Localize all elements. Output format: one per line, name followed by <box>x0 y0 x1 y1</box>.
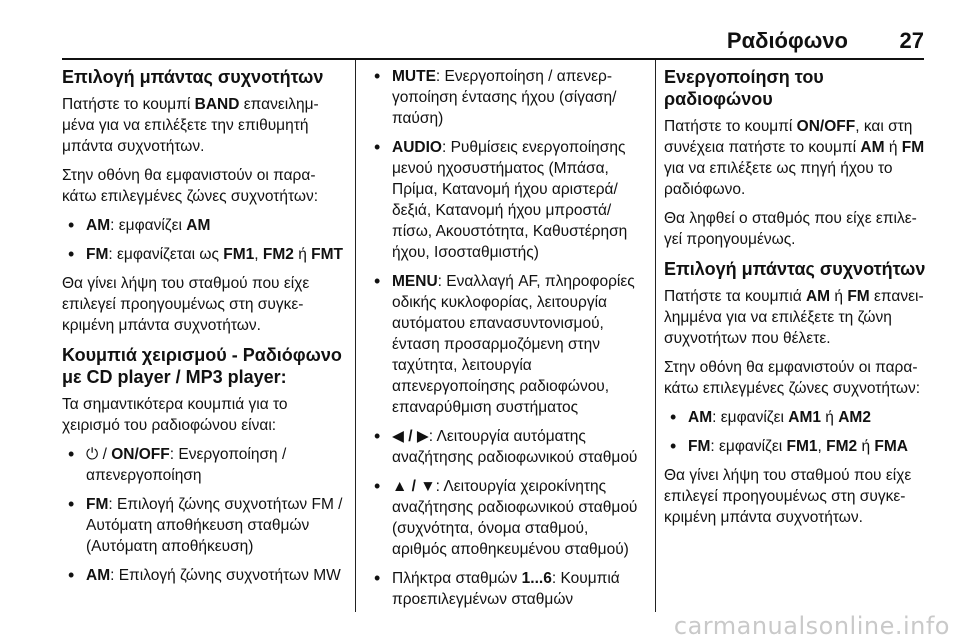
band-name: FM2 <box>826 438 858 455</box>
text: / <box>98 446 112 463</box>
text: : Ενεργοποίηση / απενεργοποίηση <box>86 446 287 484</box>
button-name: ON/OFF <box>796 118 856 135</box>
controls-list <box>62 444 344 586</box>
text: : εμφανίζει <box>710 438 787 455</box>
text: : Λειτουργία χειροκίνητης αναζήτησης ραδιοφωνικού σταθμού (συχνότητα, όνομα σταθμού, αριθμός αποθηκευμένου σταθμού) <box>392 478 638 558</box>
band-name: FMT <box>311 246 344 263</box>
band-name: FMA <box>874 438 908 455</box>
list-item <box>664 436 929 457</box>
text: ή <box>884 139 902 156</box>
band-name: FM1 <box>223 246 255 263</box>
page-title: Ραδιόφωνο <box>726 28 848 53</box>
header-rule <box>62 58 924 60</box>
text: : Εναλλαγή AF, πληροφορίες οδικής κυκλοφορίας, λειτουργία αυτόματου επανασυντονισμού, ένταση προσαρμοζόμενη στην ταχύτητα, λειτουργία απενεργοποίησης ραδιοφώνου, επαναρύθμιση συστήματος <box>392 273 635 416</box>
paragraph: Στην οθόνη θα εμφανιστούν οι παρακάτω επιλεγμένες ζώνες συχνοτήτων: <box>62 167 319 205</box>
paragraph <box>62 94 344 157</box>
button-name: 1...6 <box>521 570 552 587</box>
text: επανειλημμένα για να επιλέξετε την επιθυμητή μπάντα συχνοτήτων. <box>62 96 319 155</box>
column-divider-2 <box>655 60 656 612</box>
text: : Κουμπιά προεπιλεγμένων σταθμών <box>392 570 620 608</box>
text: , και στη συνέχεια πατήστε το κουμπί <box>664 118 913 156</box>
list-item <box>368 426 646 468</box>
text: για να επιλέξετε ως πηγή ήχου το ραδιόφωνο. <box>664 160 893 198</box>
button-name: FM <box>86 246 109 263</box>
list-item <box>62 565 344 586</box>
up-down-arrow-icon: ▲ / ▼ <box>392 478 436 495</box>
paragraph: Θα ληφθεί ο σταθμός που είχε επιλεγεί προηγουμένως. <box>664 210 917 248</box>
text: Πατήστε το κουμπί <box>62 96 195 113</box>
column-2 <box>368 66 646 618</box>
button-name: AM <box>860 139 885 156</box>
list-item <box>368 476 646 560</box>
button-name: FM <box>847 288 870 305</box>
band-name: FM1 <box>786 438 818 455</box>
text: , <box>254 246 263 263</box>
watermark-text: carmanualsonline.info <box>673 612 950 640</box>
text: : Επιλογή ζώνης συχνοτήτων MW <box>110 567 341 584</box>
button-name: AM <box>86 217 111 234</box>
paragraph: Τα σημαντικότερα κουμπιά για το χειρισμό του ραδιοφώνου είναι: <box>62 396 288 434</box>
band-name: FM2 <box>262 246 294 263</box>
text: Πατήστε το κουμπί <box>664 118 797 135</box>
list-item <box>368 271 646 418</box>
list-item <box>368 66 646 129</box>
button-name: AM <box>805 288 831 305</box>
text: ή <box>821 409 839 426</box>
band-name: AM1 <box>788 409 821 426</box>
page-number: 27 <box>899 28 924 53</box>
button-name: BAND <box>194 96 240 113</box>
band-name: AM <box>186 217 211 234</box>
paragraph: Θα γίνει λήψη του σταθμού που είχε επιλεγεί προηγουμένως στη συγκεκριμένη μπάντα συχνοτήτων. <box>62 275 310 334</box>
button-name: ON/OFF <box>111 446 170 463</box>
list-item <box>62 494 344 557</box>
button-name: AM <box>688 409 713 426</box>
controls-list-continued <box>368 66 646 610</box>
text: ή <box>293 246 312 263</box>
list-item <box>62 215 344 236</box>
text: Πλήκτρα σταθμών <box>392 570 522 587</box>
text: επανειλημμένα για να επιλέξετε τη ζώνη συχνοτήτων που θέλετε. <box>664 288 924 347</box>
button-name: FM <box>688 438 711 455</box>
column-1 <box>62 66 344 594</box>
button-name: FM <box>901 139 925 156</box>
button-name: FM <box>86 496 109 513</box>
column-3 <box>664 66 929 536</box>
text: ή <box>830 288 848 305</box>
paragraph <box>664 286 929 349</box>
power-icon: ⏻ <box>86 446 99 463</box>
band-list <box>62 215 344 265</box>
button-name: AUDIO <box>392 139 442 156</box>
text: : εμφανίζει <box>110 217 187 234</box>
band-list-2 <box>664 407 929 457</box>
section-heading-band-select: Επιλογή μπάντας συχνοτήτων <box>62 67 324 87</box>
text: , <box>817 438 827 455</box>
list-item <box>62 444 344 486</box>
list-item <box>368 137 646 263</box>
left-right-arrow-icon: ◀ / ▶ <box>392 428 429 445</box>
list-item <box>62 244 344 265</box>
text: : εμφανίζεται ως <box>108 246 224 263</box>
text: Πατήστε τα κουμπιά <box>664 288 806 305</box>
page-header <box>0 0 960 62</box>
section-heading-band-select-2: Επιλογή μπάντας συχνοτήτων <box>664 259 926 279</box>
text: : Λειτουργία αυτόματης αναζήτησης ραδιοφωνικού σταθμού <box>392 428 638 466</box>
text: : Επιλογή ζώνης συχνοτήτων FM / Αυτόματη αποθήκευση σταθμών (Αυτόματη αποθήκευση) <box>86 496 343 555</box>
list-item <box>664 407 929 428</box>
text: : εμφανίζει <box>712 409 789 426</box>
paragraph: Στην οθόνη θα εμφανιστούν οι παρακάτω επιλεγμένες ζώνες συχνοτήτων: <box>664 359 921 397</box>
list-item <box>368 568 646 610</box>
paragraph: Θα γίνει λήψη του σταθμού που είχε επιλεγεί προηγουμένως στη συγκεκριμένη μπάντα συχνοτήτων. <box>664 467 912 526</box>
column-divider-1 <box>355 60 356 612</box>
text: : Ρυθμίσεις ενεργοποίησης μενού ηχοσυστήματος (Μπάσα, Πρίμα, Κατανομή ήχου αριστερά/δεξιά, Κατανομή ήχου μπροστά/πίσω, Ακουστότητα, Καθυστέρηση ήχου, Ισοσταθμιστής) <box>392 139 628 261</box>
button-name: AM <box>86 567 111 584</box>
section-heading-controls: Κουμπιά χειρισμού - Ραδιόφωνο με CD player / MP3 player: <box>62 345 342 387</box>
button-name: MUTE <box>392 68 436 85</box>
band-name: AM2 <box>838 409 871 426</box>
section-heading-radio-on: Ενεργοποίηση του ραδιοφώνου <box>664 67 824 109</box>
button-name: MENU <box>392 273 438 290</box>
paragraph <box>664 116 929 200</box>
text: ή <box>857 438 875 455</box>
text: : Ενεργοποίηση / απενεργοποίηση έντασης ήχου (σίγαση/ παύση) <box>392 68 617 127</box>
